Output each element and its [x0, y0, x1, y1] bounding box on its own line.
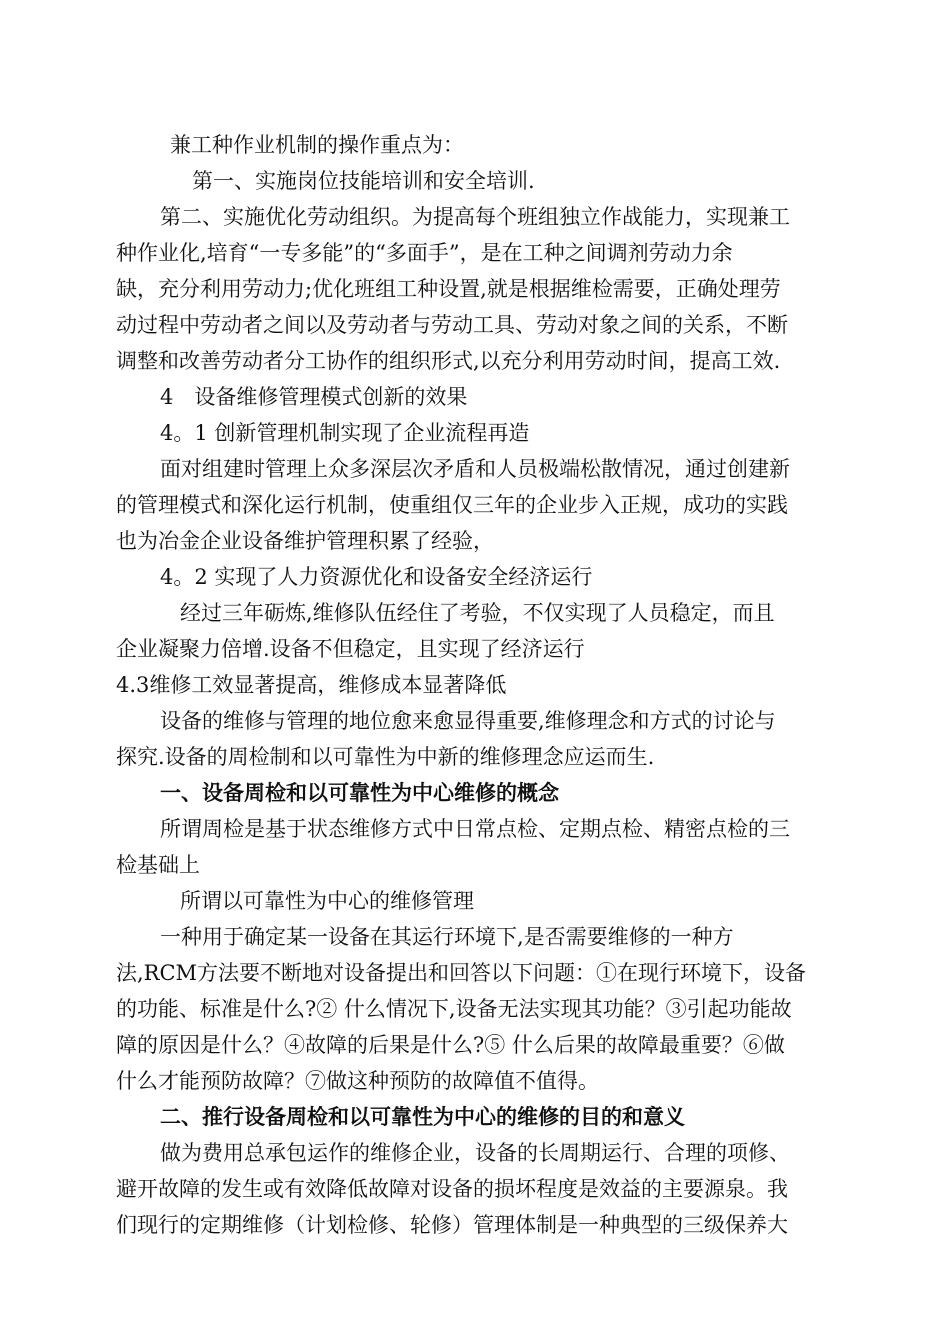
paragraph-item-second-line: 种作业化,培育“一专多能”的“多面手”，是在工种之间调剂劳动力余	[116, 241, 733, 265]
paragraph-item-second-line: 调整和改善劳动者分工协作的组织形式,以充分利用劳动时间，提高工效.	[116, 349, 781, 373]
paragraph-purpose-line: 们现行的定期维修（计划检修、轮修）管理体制是一种典型的三级保养大	[116, 1213, 788, 1237]
paragraph-rcm-line: 一种用于确定某一设备在其运行环境下,是否需要维修的一种方	[160, 925, 734, 949]
paragraph-purpose-line: 做为费用总承包运作的维修企业，设备的长周期运行、合理的项修、	[160, 1141, 790, 1165]
paragraph-4-1-line: 也为冶金企业设备维护管理积累了经验，	[116, 529, 494, 553]
subsection-heading-4-3: 4.3维修工效显著提高，维修成本显著降低	[116, 673, 507, 697]
paragraph-rcm-line: 法,RCM方法要不断地对设备提出和回答以下问题：①在现行环境下，设备	[116, 961, 807, 985]
paragraph-rcm-title: 所谓以可靠性为中心的维修管理	[180, 889, 474, 913]
paragraph-intro: 兼工种作业机制的操作重点为：	[170, 133, 464, 157]
paragraph-4-3-line: 探究.设备的周检制和以可靠性为中新的维修理念应运而生.	[116, 745, 655, 769]
paragraph-4-1-line: 的管理模式和深化运行机制，使重组仅三年的企业步入正规，成功的实践	[116, 493, 788, 517]
paragraph-4-3-line: 设备的维修与管理的地位愈来愈显得重要,维修理念和方式的讨论与	[160, 709, 776, 733]
section-heading-4: 4 设备维修管理模式创新的效果	[160, 385, 468, 409]
paragraph-rcm-line: 的功能、标准是什么?② 什么情况下,设备无法实现其功能？③引起功能故	[116, 997, 792, 1021]
subsection-heading-4-1: 4。1 创新管理机制实现了企业流程再造	[160, 421, 530, 445]
section-heading-one: 一、设备周检和以可靠性为中心维修的概念	[160, 780, 559, 805]
paragraph-rcm-line: 什么才能预防故障？⑦做这种预防的故障值不值得。	[116, 1069, 599, 1093]
paragraph-item-second-line: 第二、实施优化劳动组织。为提高每个班组独立作战能力，实现兼工	[160, 205, 790, 229]
paragraph-item-first: 第一、实施岗位技能培训和安全培训.	[192, 169, 535, 193]
subsection-heading-4-2: 4。2 实现了人力资源优化和设备安全经济运行	[160, 565, 593, 589]
paragraph-item-second-line: 缺，充分利用劳动力;优化班组工种设置,就是根据维检需要，正确处理劳	[116, 277, 781, 301]
paragraph-4-1-line: 面对组建时管理上众多深层次矛盾和人员极端松散情况，通过创建新	[160, 457, 790, 481]
paragraph-periodic-check-line: 所谓周检是基于状态维修方式中日常点检、定期点检、精密点检的三	[160, 817, 790, 841]
paragraph-4-2-line: 企业凝聚力倍增.设备不但稳定，且实现了经济运行	[116, 637, 585, 661]
paragraph-rcm-line: 障的原因是什么？④故障的后果是什么?⑤ 什么后果的故障最重要？⑥做	[116, 1033, 785, 1057]
paragraph-purpose-line: 避开故障的发生或有效降低故障对设备的损坏程度是效益的主要源泉。我	[116, 1177, 788, 1201]
paragraph-periodic-check-line: 检基础上	[116, 853, 200, 877]
paragraph-item-second-line: 动过程中劳动者之间以及劳动者与劳动工具、劳动对象之间的关系，不断	[116, 313, 788, 337]
section-heading-two: 二、推行设备周检和以可靠性为中心的维修的目的和意义	[160, 1104, 685, 1129]
paragraph-4-2-line: 经过三年砺炼,维修队伍经住了考验，不仅实现了人员稳定，而且	[180, 601, 775, 625]
